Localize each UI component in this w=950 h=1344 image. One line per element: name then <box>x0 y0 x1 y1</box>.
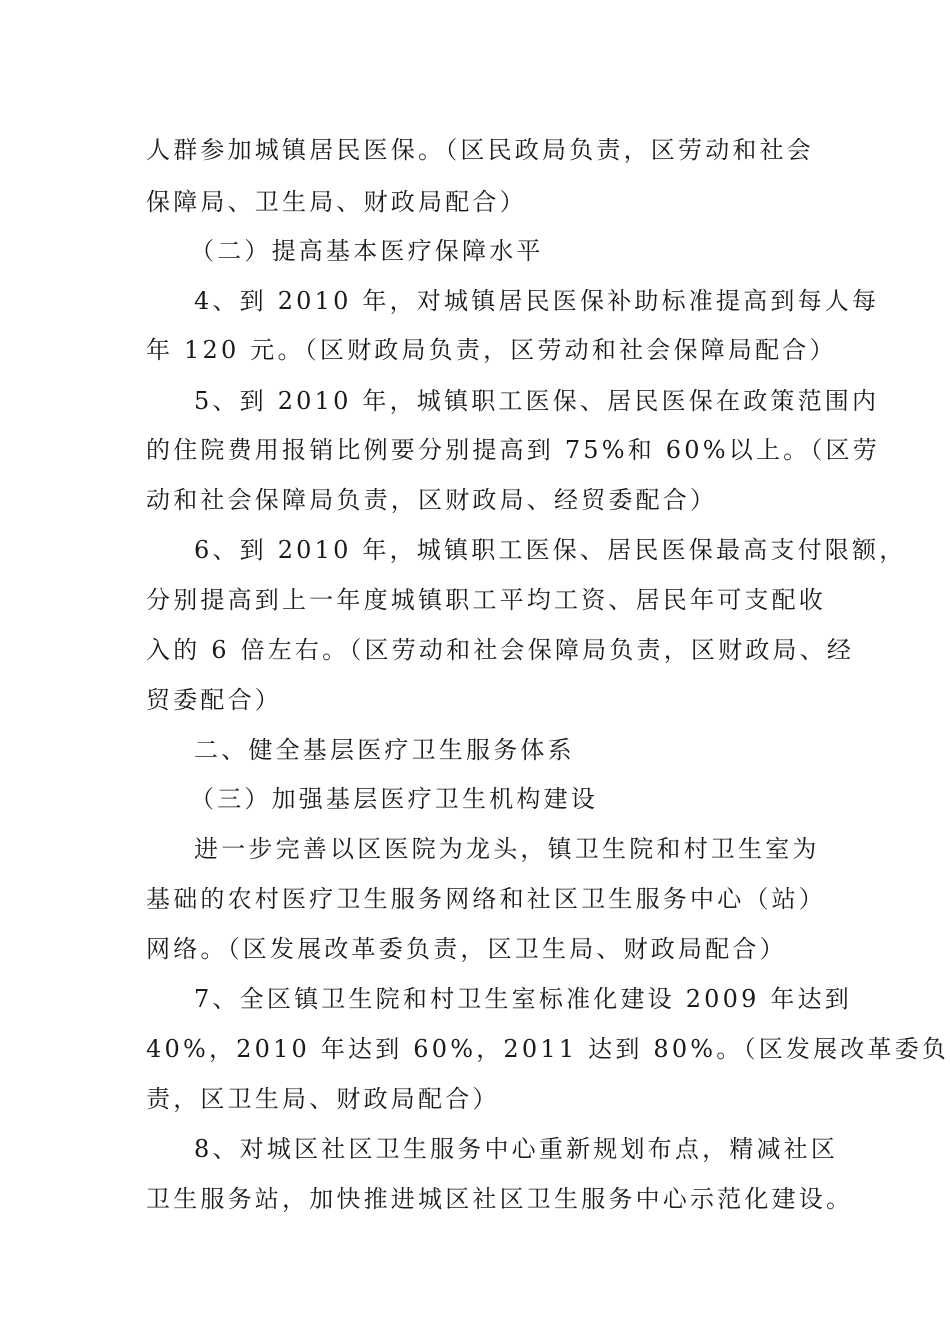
text-line-2: 保障局、卫生局、财政局配合） <box>146 188 527 216</box>
text-line-19: 40%，2010 年达到 60%，2011 达到 80%。（区发展改革委负 <box>146 1035 950 1063</box>
text-line-16: 基础的农村医疗卫生服务网络和社区卫生服务中心（站） <box>146 885 826 913</box>
text-line-11: 入的 6 倍左右。（区劳动和社会保障局负责，区财政局、经 <box>146 636 855 664</box>
text-line-6: 5、到 2010 年，城镇职工医保、居民医保在政策范围内 <box>194 387 880 415</box>
text-line-5: 年 120 元。（区财政局负责，区劳动和社会保障局配合） <box>146 336 837 364</box>
text-line-7: 的住院费用报销比例要分别提高到 75%和 60%以上。（区劳 <box>146 436 880 464</box>
text-line-18: 7、全区镇卫生院和村卫生室标准化建设 2009 年达到 <box>194 985 853 1013</box>
text-line-8: 动和社会保障局负责，区财政局、经贸委配合） <box>146 486 718 514</box>
text-line-17: 网络。（区发展改革委负责，区卫生局、财政局配合） <box>146 935 787 963</box>
text-line-21: 8、对城区社区卫生服务中心重新规划布点，精减社区 <box>194 1135 839 1163</box>
text-line-4: 4、到 2010 年，对城镇居民医保补助标准提高到每人每 <box>194 287 880 315</box>
text-line-22: 卫生服务站，加快推进城区社区卫生服务中心示范化建设。 <box>146 1185 854 1213</box>
text-line-12: 贸委配合） <box>146 686 282 714</box>
text-line-20: 责，区卫生局、财政局配合） <box>146 1085 500 1113</box>
text-line-1: 人群参加城镇居民医保。（区民政局负责，区劳动和社会 <box>146 136 814 164</box>
text-line-9: 6、到 2010 年，城镇职工医保、居民医保最高支付限额， <box>194 536 907 564</box>
text-line-10: 分别提高到上一年度城镇职工平均工资、居民年可支配收 <box>146 586 826 614</box>
chapter-heading-2: 二、健全基层医疗卫生服务体系 <box>194 736 575 764</box>
text-line-15: 进一步完善以区医院为龙头，镇卫生院和村卫生室为 <box>194 835 820 863</box>
section-heading-3: （三）加强基层医疗卫生机构建设 <box>190 785 598 813</box>
section-heading-2: （二）提高基本医疗保障水平 <box>190 237 544 265</box>
